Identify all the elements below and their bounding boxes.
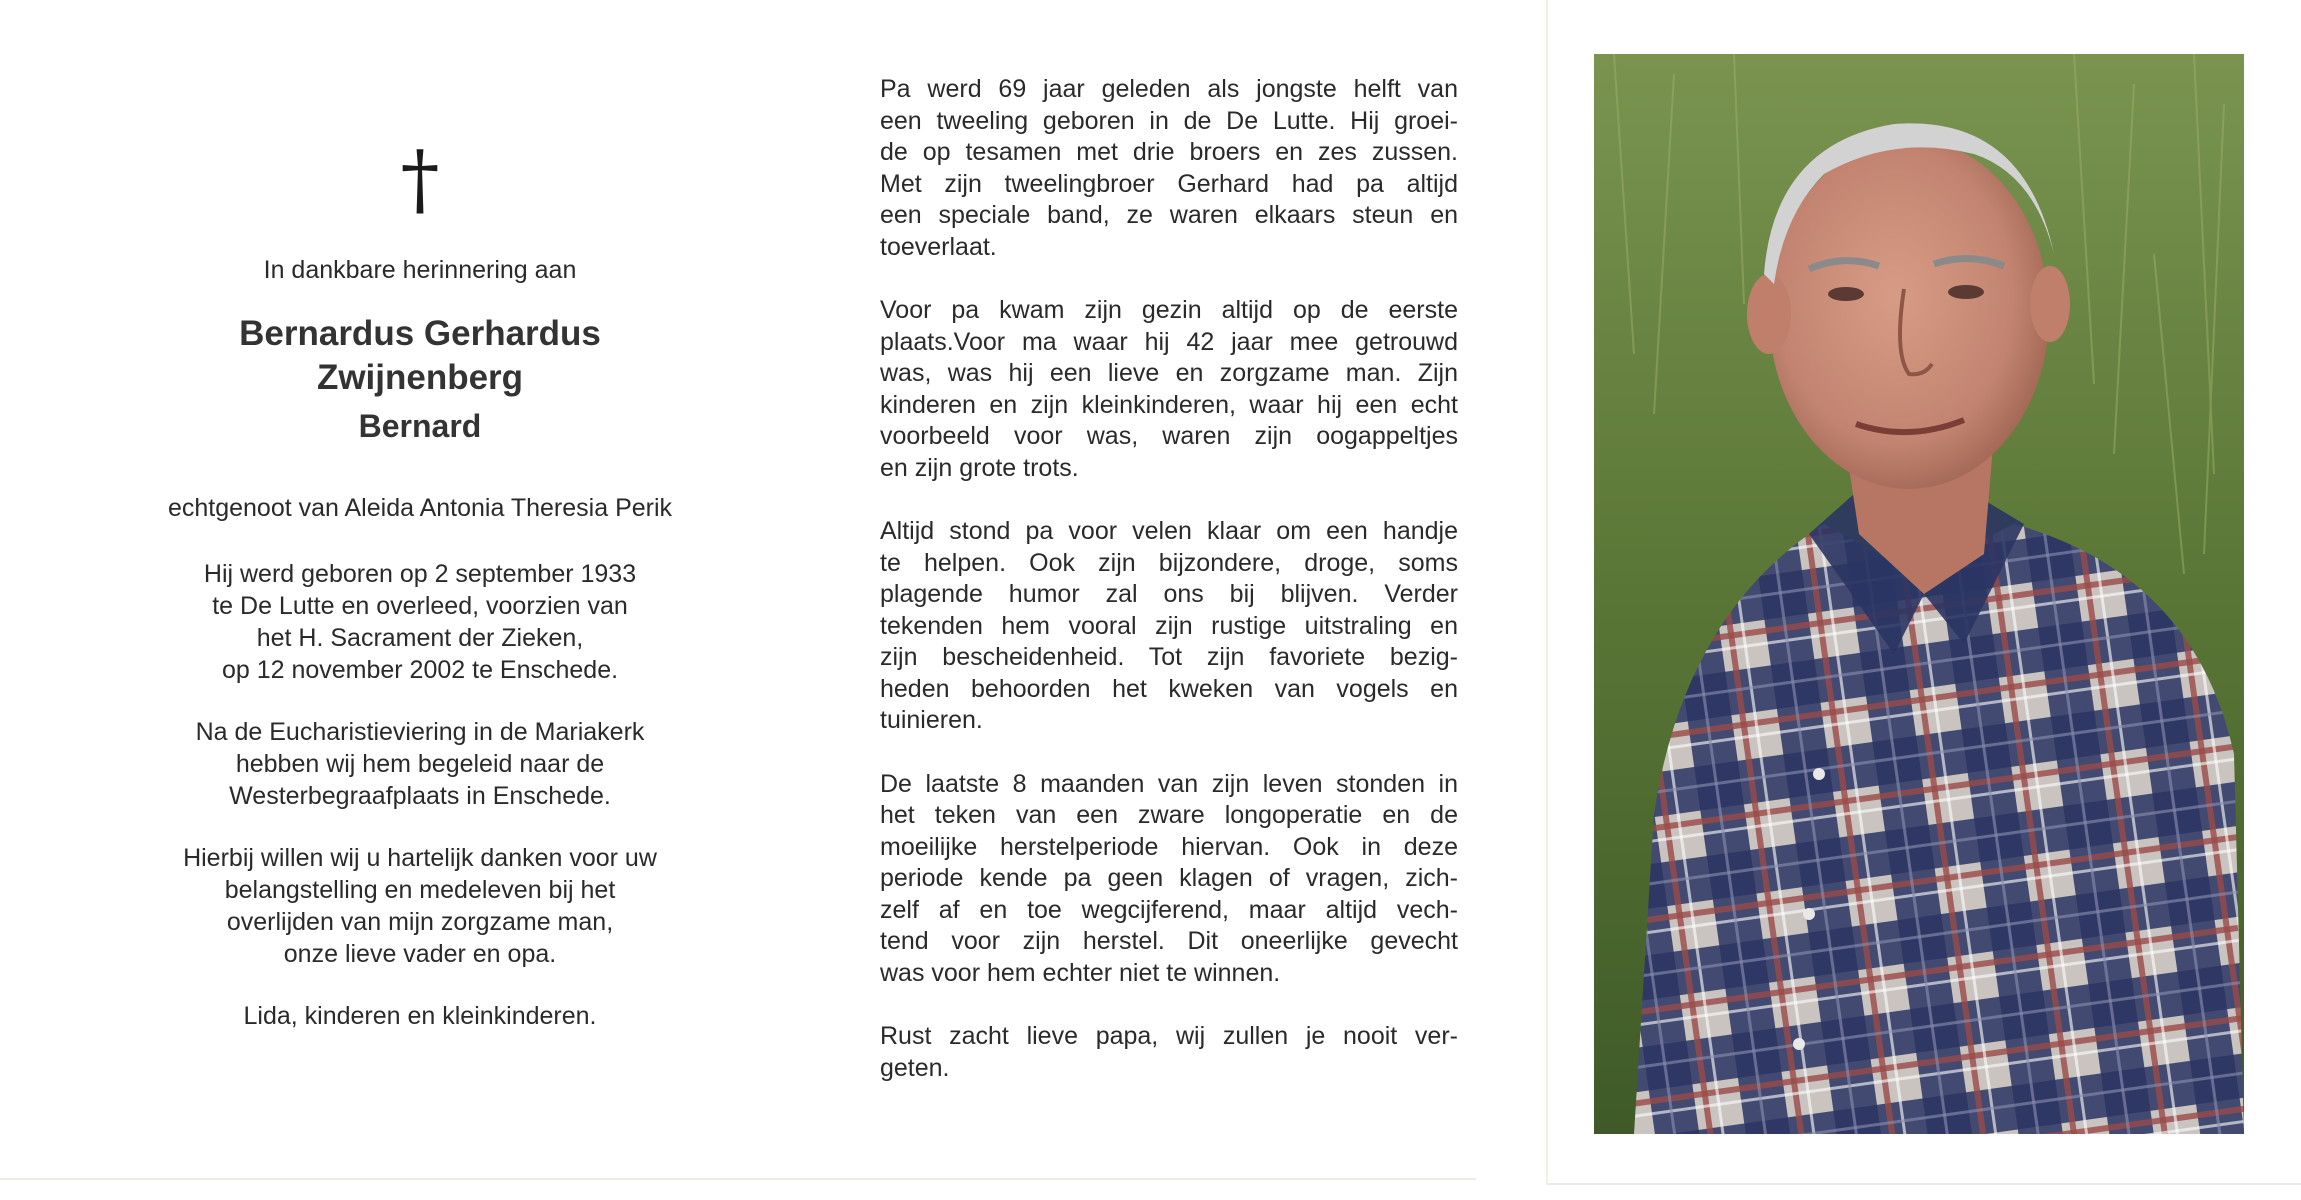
text-line: het H. Sacrament der Zieken, bbox=[256, 624, 584, 652]
story-paragraph-4 bbox=[880, 769, 1458, 990]
text-line: Hij werd geboren op 2 september 1933 bbox=[203, 560, 637, 588]
text-line: onze lieve vader en opa. bbox=[283, 940, 557, 968]
text-line: geten. bbox=[880, 1053, 950, 1082]
text-line: was, was hij een lieve en zorgzame man. Zijn bbox=[880, 359, 1458, 387]
text-line: periode kende pa geen klagen of vragen, zich- bbox=[880, 864, 1458, 892]
text-line: Hierbij willen wij u hartelijk danken voor uw bbox=[183, 844, 657, 872]
text-line: toeverlaat. bbox=[880, 232, 997, 261]
text-line: plaats.Voor ma waar hij 42 jaar mee getrouwd bbox=[880, 327, 1458, 356]
card-edge bbox=[0, 1178, 1476, 1180]
text-line: het teken van een zware longoperatie en de bbox=[880, 801, 1458, 829]
text-line: Pa werd 69 jaar geleden als jongste helft van bbox=[880, 75, 1458, 103]
text-line: op 12 november 2002 te Enschede. bbox=[221, 656, 619, 684]
text-line: zijn bescheidenheid. Tot zijn favoriete bezig- bbox=[880, 643, 1458, 671]
story-paragraph-1 bbox=[880, 74, 1458, 263]
text-line: belangstelling en medeleven bij het bbox=[224, 876, 616, 904]
text-line: tuinieren. bbox=[880, 706, 983, 734]
text-line: Voor pa kwam zijn gezin altijd op de eerste bbox=[880, 296, 1458, 324]
text-line: hebben wij hem begeleid naar de bbox=[235, 750, 605, 778]
text-line: tend voor zijn herstel. Dit oneerlijke gevecht bbox=[880, 927, 1458, 955]
deceased-nickname: Bernard bbox=[358, 408, 482, 444]
text-line: plagende humor zal ons bij blijven. Verder bbox=[880, 580, 1458, 608]
portrait-illustration bbox=[1594, 54, 2244, 1134]
text-line: tekenden hem vooral zijn rustige uitstraling en bbox=[880, 611, 1458, 640]
text-line: en zijn grote trots. bbox=[880, 453, 1079, 482]
shirt-button bbox=[1803, 908, 1815, 920]
spouse-text: echtgenoot van Aleida Antonia Theresia Perik bbox=[167, 494, 673, 522]
funeral-paragraph bbox=[110, 716, 730, 812]
card-edge-right bbox=[1548, 1183, 2301, 1185]
birth-death-paragraph bbox=[110, 558, 730, 686]
portrait-photo bbox=[1594, 54, 2244, 1134]
text-line: Westerbegraafplaats in Enschede. bbox=[229, 782, 611, 810]
text-line: voorbeeld voor was, waren zijn oogappeltjes bbox=[880, 422, 1458, 450]
text-line: zelf af en toe wegcijferend, maar altijd vech- bbox=[880, 895, 1458, 924]
text-line: een tweeling geboren in de De Lutte. Hij groei- bbox=[880, 106, 1458, 135]
obituary-column bbox=[110, 135, 730, 1062]
family-signature: Lida, kinderen en kleinkinderen. bbox=[243, 1002, 597, 1030]
cross-icon: † bbox=[400, 135, 440, 225]
intro-text: In dankbare herinnering aan bbox=[263, 256, 577, 284]
deceased-name-line1: Bernardus Gerhardus bbox=[239, 314, 601, 353]
shirt-button bbox=[1793, 1038, 1805, 1050]
text-line: De laatste 8 maanden van zijn leven stonden in bbox=[880, 769, 1458, 798]
thanks-paragraph bbox=[110, 842, 730, 970]
face bbox=[1769, 139, 2049, 489]
text-line: de op tesamen met drie broers en zes zussen. bbox=[880, 138, 1458, 166]
text-line: een speciale band, ze waren elkaars steun en bbox=[880, 201, 1458, 229]
text-line: Na de Eucharistieviering in de Mariakerk bbox=[195, 718, 645, 746]
text-line: Rust zacht lieve papa, wij zullen je nooit ver- bbox=[880, 1022, 1458, 1050]
story-paragraph-3 bbox=[880, 516, 1458, 737]
life-story-column bbox=[880, 74, 1458, 1116]
story-paragraph-2 bbox=[880, 295, 1458, 484]
text-line: Met zijn tweelingbroer Gerhard had pa altijd bbox=[880, 169, 1458, 198]
text-line: te De Lutte en overleed, voorzien van bbox=[212, 592, 628, 620]
text-line: overlijden van mijn zorgzame man, bbox=[226, 908, 614, 936]
text-line: kinderen en zijn kleinkinderen, waar hij een echt bbox=[880, 390, 1458, 419]
text-line: moeilijke herstelperiode hiervan. Ook in deze bbox=[880, 832, 1458, 861]
deceased-name-line2: Zwijnenberg bbox=[316, 358, 524, 397]
story-paragraph-5 bbox=[880, 1021, 1458, 1084]
text-line: heden behoorden het kweken van vogels en bbox=[880, 674, 1458, 703]
text-line: was voor hem echter niet te winnen. bbox=[880, 958, 1281, 987]
text-line: Altijd stond pa voor velen klaar om een handje bbox=[880, 517, 1458, 545]
text-line: te helpen. Ook zijn bijzondere, droge, soms bbox=[880, 548, 1458, 577]
shirt-button bbox=[1813, 768, 1825, 780]
